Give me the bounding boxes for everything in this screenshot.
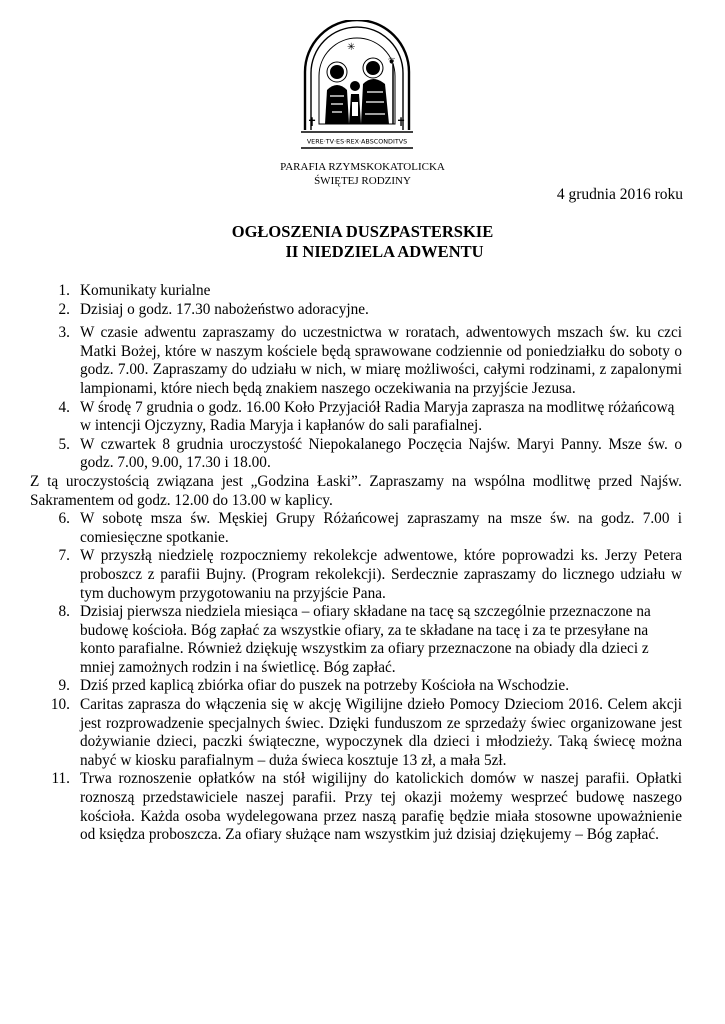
svg-text:✝: ✝: [307, 115, 318, 129]
list-item-11: [30, 770, 682, 844]
item-number: 4.: [58, 398, 70, 416]
item-number: 9.: [58, 677, 70, 695]
item-text: Komunikaty kurialne: [80, 282, 211, 299]
document-date: 4 grudnia 2016 roku: [556, 186, 683, 203]
item-text: Trwa roznoszenie opłatków na stół wigilijny do katolickich domów w naszej parafii. Opłatki roznoszą przedstawiciele naszej parafii. Przy tej okazji możemy wesprzeć budowę naszego kościoła. Każda osoba wydelegowana przez naszą parafię będzie miała stosowne upoważnienie od księdza proboszcza. Za ofiary służące nam wszystkim już dzisiaj dziękujemy – Bóg zapłać.: [80, 770, 682, 844]
item-number: 2.: [58, 300, 70, 318]
item-number: 8.: [58, 603, 70, 621]
list-item-7: [30, 547, 682, 603]
title-line1: OGŁOSZENIA DUSZPASTERSKIE: [231, 222, 494, 241]
logo-motto: VERE·TV·ES·REX·ABSCONDITVS: [306, 137, 408, 146]
list-item-5: [30, 436, 682, 473]
page-title: [0, 222, 725, 262]
item-text: Dzisiaj pierwsza niedziela miesiąca – ofiary składane na tacę są szczególnie przeznaczone na budowę kościoła. Bóg zapłać za wszystkie ofiary, za te składane na tacę i za te przesyłane na konto parafialne. Również dziękuję wszystkim za ofiary przeznaczone na obiady dla dzieci z mniej zamożnych rodzin i na świetlicę. Bóg zapłać.: [80, 603, 651, 676]
svg-text:❦: ❦: [388, 57, 396, 67]
svg-text:✝: ✝: [396, 115, 407, 129]
item-number: 5.: [58, 435, 70, 453]
item-text: W czasie adwentu zapraszamy do uczestnictwa w roratach, adwentowych mszach św. ku czci Matki Bożej, które w naszym kościele będą sprawowane codziennie od poniedziałku do soboty o godz. 7.00. Zapraszamy do udziału w nich, w miarę możliwości, całymi rodzinami, z zapalonymi lampionami, które niech będą znakiem naszego oczekiwania na przyjście Jezusa.: [80, 324, 682, 397]
list-item-8: [30, 603, 682, 677]
list-item-6: [30, 510, 682, 547]
item-number: 11.: [51, 770, 70, 788]
parish-name-line1: PARAFIA RZYMSKOKATOLICKA: [280, 161, 445, 173]
list-item-1: [30, 282, 682, 301]
list-item-3: [30, 324, 682, 398]
item-number: 10.: [50, 696, 70, 714]
item-text: W sobotę msza św. Męskiej Grupy Różańcowej zapraszamy na msze św. na godz. 7.00 i comiesięczne spotkanie.: [80, 510, 682, 546]
item-text: Dzisiaj o godz. 17.30 nabożeństwo adoracyjne.: [80, 300, 369, 318]
list-item-4: [30, 399, 682, 436]
parish-name-line2: ŚWIĘTEJ RODZINY: [314, 175, 411, 187]
list-item-2: [30, 301, 682, 320]
announcements-list: [30, 282, 682, 845]
list-item-10: [30, 696, 682, 770]
parish-name: [240, 160, 485, 188]
parish-logo: [297, 20, 417, 158]
item-text: Caritas zaprasza do włączenia się w akcję Wigilijne dzieło Pomocy Dzieciom 2016. Celem akcji jest rozprowadzenie specjalnych świec. Dzięki funduszom ze sprzedaży świec organizowane jest dożywianie dzieci, paczki świąteczne, wypoczynek dla dzieci i młodzieży. Taką świecę można nabyć w kiosku parafialnym – duża świeca kosztuje 13 zł, a mała 5zł.: [80, 696, 682, 769]
item-number: 3.: [58, 324, 70, 342]
item-number: 7.: [58, 547, 70, 565]
item-number: 1.: [58, 282, 70, 299]
item-number: 6.: [58, 510, 70, 528]
item-text: W przyszłą niedzielę rozpoczniemy rekolekcje adwentowe, które poprowadzi ks. Jerzy Petera proboszcz z parafii Bujny. (Program rekolekcji). Serdecznie zapraszamy do licznego udziału w tym duchowym przygotowaniu na przyjście Pana.: [80, 547, 682, 602]
title-line2: II NIEDZIELA ADWENTU: [285, 242, 484, 261]
list-item-9: [30, 677, 682, 696]
item-text: Dziś przed kaplicą zbiórka ofiar do puszek na potrzeby Kościoła na Wschodzie.: [80, 677, 570, 695]
item-text: W czwartek 8 grudnia uroczystość Niepokalanego Poczęcia Najśw. Maryi Panny. Msze św. o godz. 7.00, 9.00, 17.30 i 18.00.: [80, 435, 682, 472]
svg-text:✳: ✳: [347, 42, 356, 53]
item-text: W środę 7 grudnia o godz. 16.00 Koło Przyjaciół Radia Maryja zaprasza na modlitwę różańcową w intencji Ojczyzny, Radia Maryja i kapłanów do sali parafialnej.: [80, 398, 675, 435]
item-5-continuation: Z tą uroczystością związana jest „Godzina Łaski”. Zapraszamy na wspólna modlitwę przed Najśw. Sakramentem od godz. 12.00 do 13.00 w kaplicy.: [30, 472, 682, 509]
